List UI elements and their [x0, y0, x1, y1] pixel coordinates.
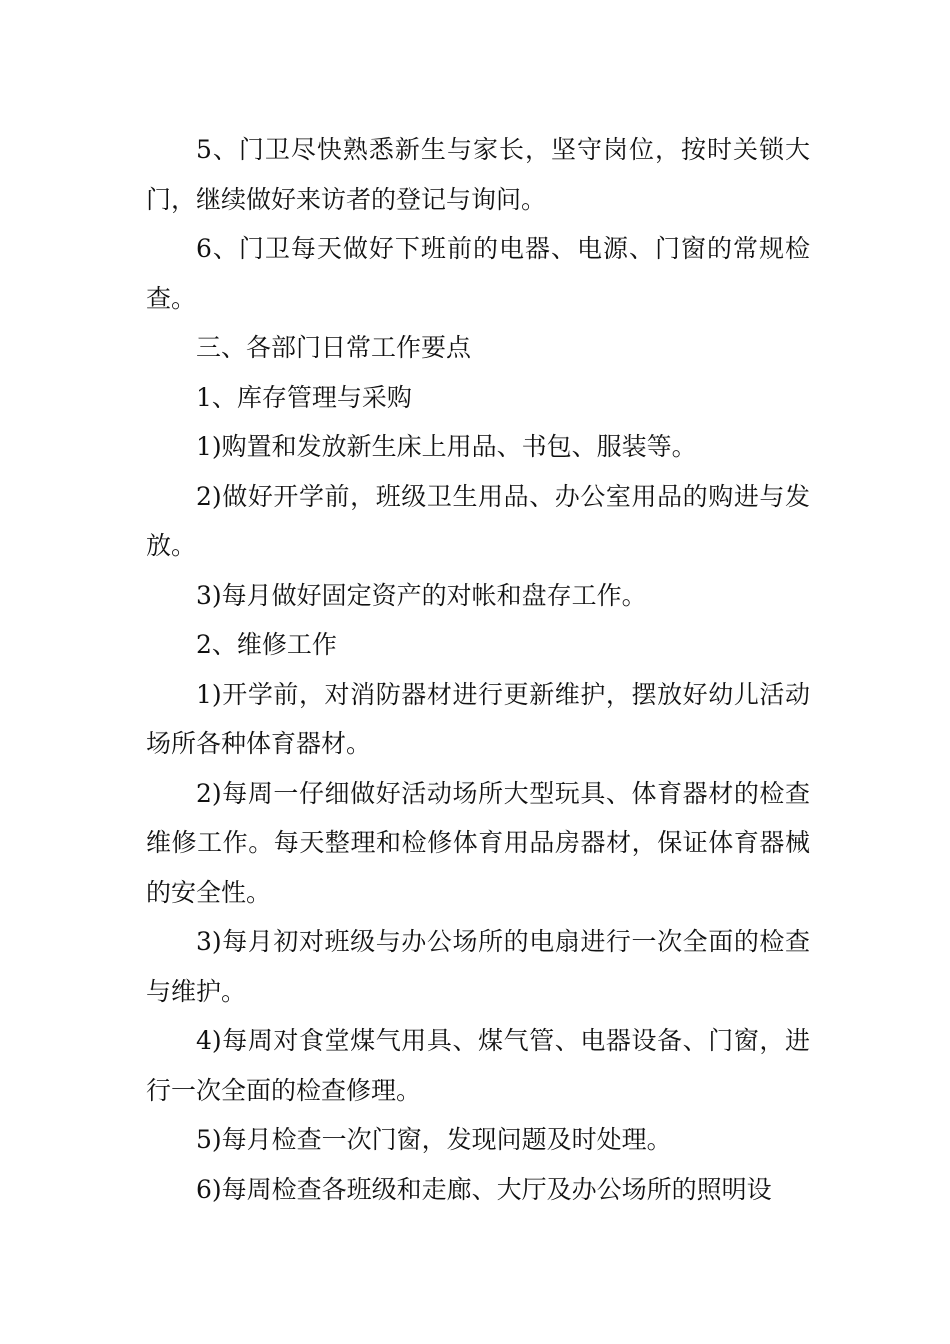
subheading-maintenance: 2、维修工作 — [196, 630, 337, 659]
paragraph-inventory-item-3: 3)每月做好固定资产的对帐和盘存工作。 — [196, 580, 647, 610]
paragraph-maintenance-item-5: 5)每月检查一次门窗，发现问题及时处理。 — [196, 1125, 672, 1154]
paragraph-gatekeeper-daily-check: 6、门卫每天做好下班前的电器、电源、门窗的常规检查。 — [146, 234, 810, 313]
paragraph-inventory-item-1: 1)购置和发放新生床上用品、书包、服装等。 — [196, 432, 697, 461]
paragraph-maintenance-item-1: 1)开学前，对消防器材进行更新维护，摆放好幼儿活动场所各种体育器材。 — [146, 679, 810, 758]
paragraph-gatekeeper-familiarize: 5、门卫尽快熟悉新生与家长，坚守岗位，按时关锁大门，继续做好来访者的登记与询问。 — [146, 135, 810, 214]
paragraph-maintenance-item-6: 6)每周检查各班级和走廊、大厅及办公场所的照明设 — [196, 1174, 772, 1204]
paragraph-maintenance-item-3: 3)每月初对班级与办公场所的电扇进行一次全面的检查与维护。 — [146, 927, 810, 1006]
section-heading-daily-work: 三、各部门日常工作要点 — [196, 333, 472, 362]
paragraph-inventory-item-2: 2)做好开学前，班级卫生用品、办公室用品的购进与发放。 — [146, 481, 810, 560]
subheading-inventory-purchasing: 1、库存管理与采购 — [196, 382, 412, 412]
document-body — [146, 125, 810, 1214]
paragraph-maintenance-item-4: 4)每周对食堂煤气用具、煤气管、电器设备、门窗，进行一次全面的检查修理。 — [146, 1026, 810, 1105]
paragraph-maintenance-item-2: 2)每周一仔细做好活动场所大型玩具、体育器材的检查维修工作。每天整理和检修体育用品房器材，保证体育器械的安全性。 — [146, 778, 810, 907]
